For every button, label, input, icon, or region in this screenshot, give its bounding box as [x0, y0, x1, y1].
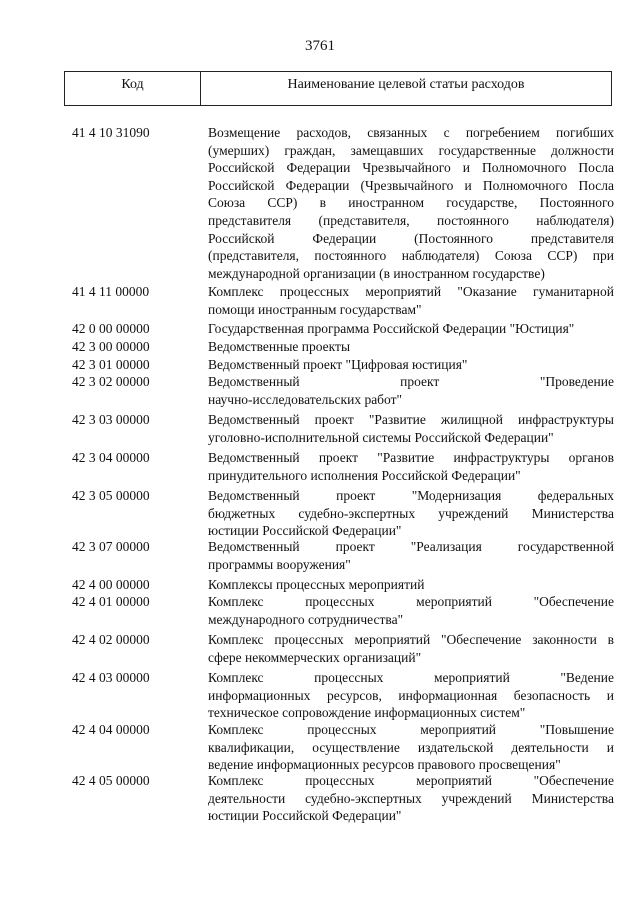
row-description — [208, 283, 614, 318]
description-line: квалификации, осуществление издательской деятельности и — [208, 739, 614, 755]
description-line: Ведомственные проекты — [208, 339, 351, 354]
description-line: (умерших) граждан, замещавших государственные должности — [208, 142, 614, 158]
description-line: Союза ССР) в иностранном государстве, Постоянного — [208, 195, 614, 211]
row-description — [208, 356, 614, 374]
header-name: Наименование целевой статьи расходов — [287, 77, 525, 92]
row-code: 42 4 02 00000 — [72, 632, 150, 647]
row-code: 42 0 00 00000 — [72, 321, 150, 336]
row-description — [208, 373, 614, 408]
row-description — [208, 320, 614, 338]
description-line: Комплекс процессных мероприятий "Ведение — [208, 670, 614, 685]
row-description — [208, 631, 614, 666]
description-line: Комплекс процессных мероприятий "Повышение — [208, 722, 614, 737]
description-line: Российской Федерации (Чрезвычайного и Полномочного Посла — [208, 177, 614, 193]
description-line: Государственная программа Российской Федерации "Юстиция" — [208, 321, 575, 336]
row-code: 42 4 00 00000 — [72, 577, 150, 592]
table-header — [64, 71, 612, 106]
row-code: 42 3 00 00000 — [72, 339, 150, 354]
row-code: 42 3 04 00000 — [72, 450, 150, 465]
description-line: Российской Федерации Чрезвычайного и Полномочного Посла — [208, 160, 614, 176]
row-code: 42 4 03 00000 — [72, 670, 150, 685]
description-line: программы вооружения" — [208, 556, 351, 572]
description-line: Ведомственный проект "Модернизация федеральных — [208, 488, 614, 503]
description-line: Комплекс процессных мероприятий "Оказание гуманитарной — [208, 284, 614, 299]
row-description — [208, 669, 614, 722]
row-code: 42 3 05 00000 — [72, 488, 150, 503]
description-line: бюджетных судебно-экспертных учреждений Министерства — [208, 505, 614, 521]
page-number: 3761 — [305, 38, 335, 54]
row-code: 41 4 11 00000 — [72, 284, 150, 299]
row-code: 42 3 01 00000 — [72, 357, 150, 372]
row-description — [208, 124, 614, 282]
row-description — [208, 576, 614, 594]
row-description — [208, 721, 614, 774]
description-line: Ведомственный проект "Проведение — [208, 374, 614, 389]
description-line: деятельности судебно-экспертных учреждений Министерства — [208, 790, 614, 806]
description-line: Комплекс процессных мероприятий "Обеспечение законности в — [208, 632, 614, 647]
description-line: представителя (представителя, постоянного наблюдателя) — [208, 212, 614, 228]
description-line: ведение информационных ресурсов правового просвещения" — [208, 757, 561, 773]
description-line: юстиции Российской Федерации" — [208, 523, 402, 539]
row-code: 42 4 04 00000 — [72, 722, 150, 737]
description-line: (представителя, постоянного наблюдателя) Союза ССР) при — [208, 248, 614, 264]
description-line: Ведомственный проект "Развитие инфраструктуры органов — [208, 450, 614, 465]
description-line: техническое сопровождение информационных систем" — [208, 705, 526, 721]
row-description — [208, 772, 614, 825]
description-line: Комплекс процессных мероприятий "Обеспечение — [208, 773, 614, 788]
header-code: Код — [121, 77, 144, 92]
description-line: Ведомственный проект "Развитие жилищной инфраструктуры — [208, 412, 614, 427]
description-line: сфере некоммерческих организаций" — [208, 649, 422, 665]
row-code: 42 3 07 00000 — [72, 539, 150, 554]
row-code: 42 3 02 00000 — [72, 374, 150, 389]
description-line: Ведомственный проект "Реализация государственной — [208, 539, 614, 554]
description-line: принудительного исполнения Российской Федерации" — [208, 467, 521, 483]
description-line: международной организации (в иностранном государстве) — [208, 265, 545, 281]
row-code: 41 4 10 31090 — [72, 125, 150, 140]
row-description — [208, 411, 614, 446]
description-line: помощи иностранным государствам" — [208, 301, 422, 317]
description-line: Возмещение расходов, связанных с погребением погибших — [208, 125, 614, 140]
description-line: Ведомственный проект "Цифровая юстиция" — [208, 357, 468, 372]
row-code: 42 4 01 00000 — [72, 594, 150, 609]
description-line: Российской Федерации (Постоянного представителя — [208, 230, 614, 246]
row-code: 42 3 03 00000 — [72, 412, 150, 427]
row-description — [208, 338, 614, 356]
row-description — [208, 449, 614, 484]
description-line: юстиции Российской Федерации" — [208, 808, 402, 824]
row-description — [208, 538, 614, 573]
description-line: Комплексы процессных мероприятий — [208, 577, 425, 592]
description-line: Комплекс процессных мероприятий "Обеспечение — [208, 594, 614, 609]
row-code: 42 4 05 00000 — [72, 773, 150, 788]
description-line: международного сотрудничества" — [208, 611, 404, 627]
row-description — [208, 487, 614, 540]
description-line: уголовно-исполнительной системы Российской Федерации" — [208, 429, 554, 445]
row-description — [208, 593, 614, 628]
description-line: информационных ресурсов, информационная безопасность и — [208, 687, 614, 703]
description-line: научно-исследовательских работ" — [208, 391, 403, 407]
